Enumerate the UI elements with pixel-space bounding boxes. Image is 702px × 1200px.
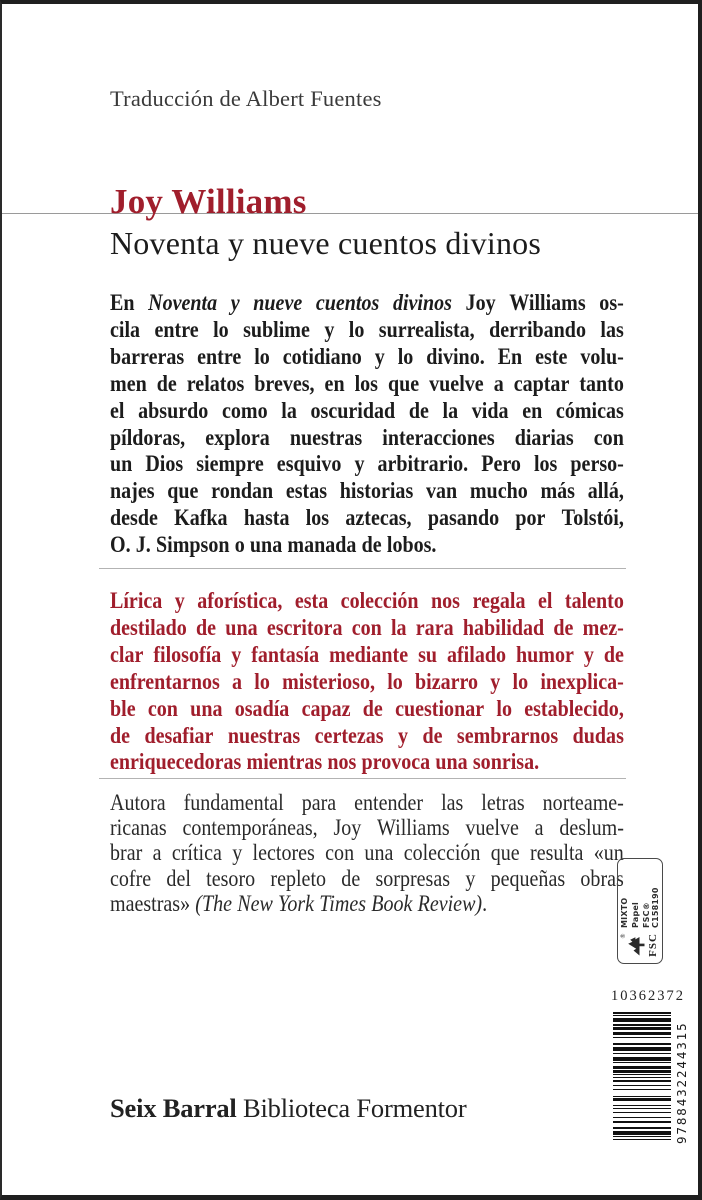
divider-rule-top [99,568,626,569]
barcode-digits: 9788432244315 [674,1021,689,1144]
barcode-bars [613,1012,671,1140]
fsc-cert-code: FSC® C158190 [642,887,660,928]
publisher-imprint [110,1093,466,1124]
registered-mark: ® [620,933,627,939]
fsc-logo-block [621,933,659,957]
collection-name: Biblioteca Formentor [243,1093,467,1123]
barcode [613,1012,695,1144]
barcode-rotated-frame [613,1012,695,1144]
fsc-mix-label: MIXTO [620,897,629,928]
fsc-tree-icon [626,933,647,957]
header-rule [0,213,702,214]
fsc-paper-label: Papel [631,902,640,928]
product-code: 10362372 [611,988,685,1004]
author-name: Joy Williams [110,182,307,221]
translator-line: Traducción de Albert Fuentes [110,86,382,111]
fsc-text-block [620,865,660,928]
book-title: Noventa y nueve cuentos divinos [110,225,541,261]
review-paragraph: Autora fundamental para entender las letras norteame- ricanas contemporáneas, Joy Williams vuelve a deslum- brar a crítica y lectores con una colección que resulta «un cofre del tesoro repleto de sorpresas y pequeñas obras maestras» (The New York Times Book Review). [110,790,624,916]
divider-rule-bottom [99,778,626,779]
synopsis-paragraph: En Noventa y nueve cuentos divinos Joy Williams os- cila entre lo sublime y lo surrealista, derribando las barreras entre lo cotidiano y lo divino. En este volu- men de relatos breves, en los que vuelve a captar tanto el absurdo como la oscuridad de la vida en cómicas píldoras, explora nuestras interacciones diarias con un Dios siempre esquivo y arbitrario. Pero los perso- najes que rondan estas historias van mucho más allá, desde Kafka hasta los aztecas, pasando por Tolstói, O. J. Simpson o una manada de lobos. [110,290,624,558]
fsc-certification-label [617,858,663,964]
publisher-name: Seix Barral [110,1093,237,1123]
pull-quote-paragraph: Lírica y aforística, esta colección nos regala el talento destilado de una escritora con la rara habilidad de mez- clar filosofía y fantasía mediante su afilado humor y de enfrentarnos a lo misterioso, lo bizarro y lo inexplica- ble con una osadía capaz de cuestionar lo establecido, de desafiar nuestras certezas y de sembrarnos dudas enriquecedoras mientras nos provoca una sonrisa. [110,588,624,775]
fsc-acronym: FSC [647,933,659,957]
fsc-label-frame [617,858,663,964]
